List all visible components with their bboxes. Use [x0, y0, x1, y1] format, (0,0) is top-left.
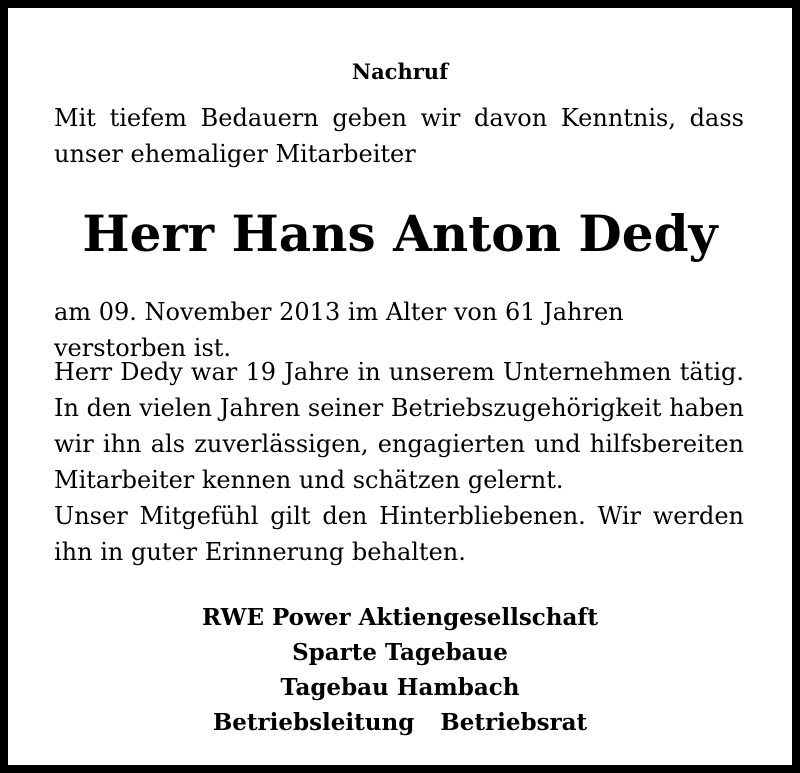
- intro-text: Mit tiefem Bedauern geben wir davon Kenntnis, dass unser ehemaliger Mitarbeiter: [54, 104, 744, 168]
- signature-block: [8, 600, 792, 740]
- deceased-name: Herr Hans Anton Dedy: [82, 204, 718, 263]
- closing-paragraph: Unser Mitgefühl gilt den Hinterbliebenen. Wir werden ihn in guter Erinnerung behalten.: [54, 502, 744, 566]
- tribute-paragraph: Herr Dedy war 19 Jahre in unserem Unternehmen tätig. In den vielen Jahren seiner Betriebszugehörigkeit haben wir ihn als zuverlässigen, engagierten und hilfsbereiten Mitarbeiter kennen und schätzen gelernt.: [54, 358, 744, 494]
- signature-bodies: [8, 705, 792, 740]
- signature-council: Betriebsrat: [440, 709, 588, 736]
- signature-site: Tagebau Hambach: [280, 674, 520, 701]
- signature-division: Sparte Tagebaue: [292, 639, 508, 666]
- notice-heading: Nachruf: [351, 59, 449, 84]
- signature-management: Betriebsleitung: [212, 709, 415, 736]
- death-date-line: am 09. November 2013 im Alter von 61 Jahren verstorben ist.: [54, 298, 624, 362]
- signature-company: RWE Power Aktiengesellschaft: [202, 604, 598, 631]
